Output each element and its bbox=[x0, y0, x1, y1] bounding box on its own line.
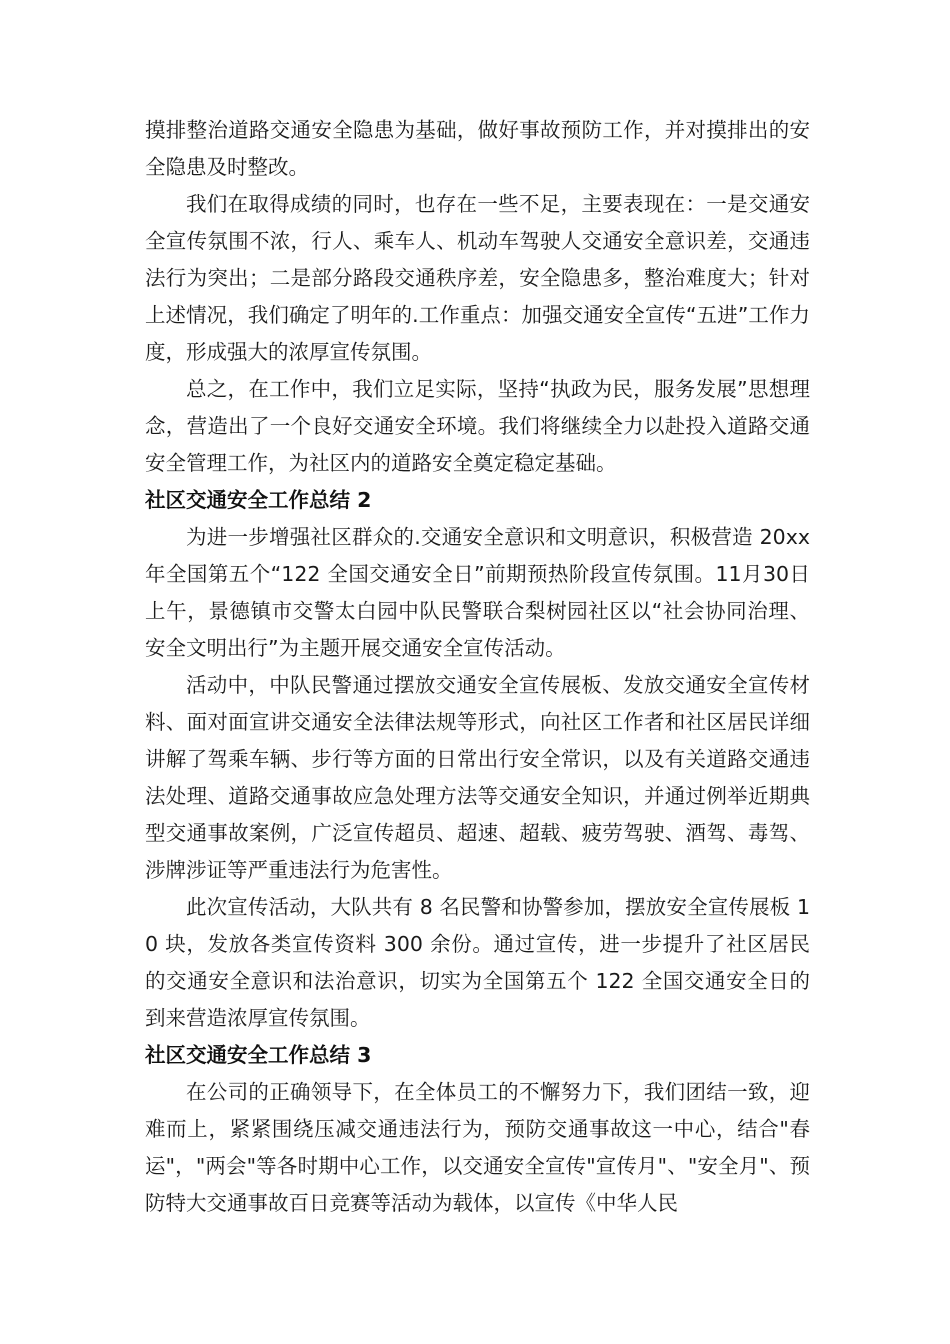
paragraph-conclusion: 总之，在工作中，我们立足实际，坚持“执政为民，服务发展”思想理念，营造出了一个良好交通安全环境。我们将继续全力以赴投入道路交通安全管理工作，为社区内的道路安全奠定稳定基础。 bbox=[145, 377, 810, 475]
section-heading-3: 社区交通安全工作总结 3 bbox=[145, 1043, 372, 1067]
paragraph-shortcomings: 我们在取得成绩的同时，也存在一些不足，主要表现在：一是交通安全宣传氛围不浓，行人、乘车人、机动车驾驶人交通安全意识差，交通违法行为突出；二是部分路段交通秩序差，安全隐患多，整治难度大；针对上述情况，我们确定了明年的.工作重点：加强交通安全宣传“五进”工作力度，形成强大的浓厚宣传氛围。 bbox=[145, 192, 810, 364]
document-page bbox=[145, 112, 810, 1222]
paragraph-result-2: 此次宣传活动，大队共有 8 名民警和协警参加，摆放安全宣传展板 10 块，发放各类宣传资料 300 余份。通过宣传，进一步提升了社区居民的交通安全意识和法治意识，切实为全国第五个 122 全国交通安全日的到来营造浓厚宣传氛围。 bbox=[145, 895, 810, 1030]
section-heading-2: 社区交通安全工作总结 2 bbox=[145, 488, 372, 512]
paragraph-continued: 摸排整治道路交通安全隐患为基础，做好事故预防工作，并对摸排出的安全隐患及时整改。 bbox=[145, 118, 810, 179]
paragraph-activity-2: 活动中，中队民警通过摆放交通安全宣传展板、发放交通安全宣传材料、面对面宣讲交通安全法律法规等形式，向社区工作者和社区居民详细讲解了驾乘车辆、步行等方面的日常出行安全常识，以及有关道路交通违法处理、道路交通事故应急处理方法等交通安全知识，并通过例举近期典型交通事故案例，广泛宣传超员、超速、超载、疲劳驾驶、酒驾、毒驾、涉牌涉证等严重违法行为危害性。 bbox=[145, 673, 810, 882]
paragraph-intro-2: 为进一步增强社区群众的.交通安全意识和文明意识，积极营造 20xx 年全国第五个“122 全国交通安全日”前期预热阶段宣传氛围。11月30日上午，景德镇市交警太白园中队民警联合梨树园社区以“社会协同治理、安全文明出行”为主题开展交通安全宣传活动。 bbox=[145, 525, 810, 660]
paragraph-intro-3: 在公司的正确领导下，在全体员工的不懈努力下，我们团结一致，迎难而上，紧紧围绕压减交通违法行为，预防交通事故这一中心，结合"春运"，"两会"等各时期中心工作，以交通安全宣传"宣传月"、"安全月"、预防特大交通事故百日竞赛等活动为载体，以宣传《中华人民 bbox=[145, 1080, 810, 1215]
